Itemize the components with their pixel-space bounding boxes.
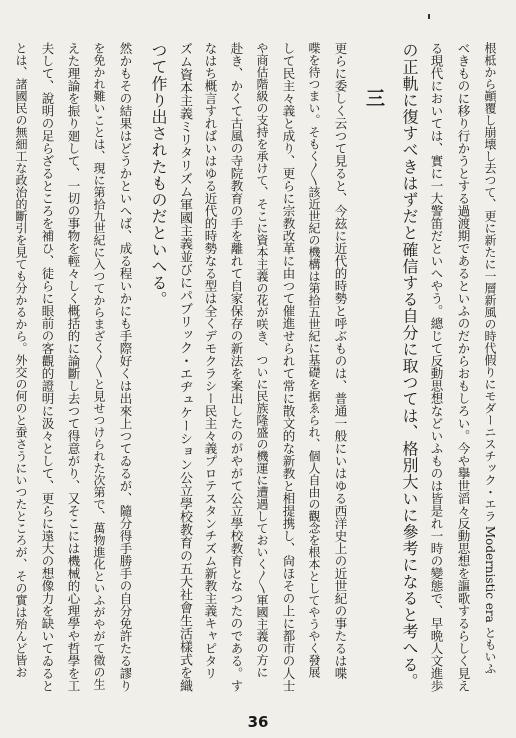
text-line-12: ズム資本主義ミリタリズム軍國主義並びにパブリック・エヂュケーション公立學校教育の五大社會生活樣式を織 [177,42,192,692]
text-line-1: 根柢から顚覆し崩壊し去つて、更に新たに一層新風の時代假りにモダーニスチック・エラ Modernistic era ともいふ [483,42,497,675]
text-line-8: して民主々義と成り、更らに宗教改革に由つて催進せられて常に散文的な新教と相提携し、尙ほその上に都市の人士 [281,42,296,692]
text-line-2: べきものに移り行かうとする過渡期であるといふのだからおもしろい。今や擧世滔々反動思想を謳歌するらしく見え [456,42,471,692]
ink-mark [428,14,430,19]
text-line-17: 夫して、說明の足らざるところを補ひ、徒らに眼前の客觀的證明に汲々として、更らに遠大の想像力を缺いてゐると [40,42,55,692]
text-line-4: の正軌に復すべきはずだと確信する自分に取つては、格別大いに參考になると考へる。 [400,42,419,690]
text-line-7: 喋を待つまい。そもく〳〵該近世紀の機構は第拾五世紀に基礎を据ゑられ、個人自由の觀念を根本としてやうやく發展 [307,42,321,678]
text-line-16: えた理論を振り廻して、一切の事物を輕々しく概括的に論斷し去つて得意がり、又そこには機械的心理學や哲學を工 [66,42,81,692]
text-line-14: 然かもその結果はどうかといへば、成る程いかにも手際好くは出來上つてゐるが、隨分得手勝手の自分免許たる謬り [118,42,133,692]
text-line-13: つて作り出されたものだといへる。 [149,42,168,308]
section-heading-three: 三 [363,88,385,107]
text-line-11: なはち概言すればいはゆる近代的時勢なる型は全くデモクラシー民主々義プロテスタンチズム新教主義キャピタリ [203,42,218,680]
text-line-9: や商估階級の支持を承けて、そこに資本主義の花が咲き、ついに民族隆盛の機運に遭遇しておいく〳〵軍國主義の方に [255,42,269,678]
text-line-6: 更らに委しく云つて見ると、今玆に近代的時勢と呼ぶものは、普通一般にいはゆる西洋史上の近世紀の事たるは喋 [333,42,348,680]
text-line-3: る現代においては、實に一大警笛だといへやう。總じて反動思想などいふものは皆是れ一時の變態で、早晩人文進歩 [429,42,444,692]
text-line-15: を免かれ難いことは、現に第拾九世紀に入つてからまざく〳〵と見せつけられた次第で、萬物進化といふがやがて徵の生 [92,42,106,690]
text-line-10: 赴き、かくて古風の寺院教育の手を離れて自家保存の新法を案出したのがやがて公立學校教育となつたのである。す [229,42,244,692]
page-number: 36 [247,713,269,731]
text-line-18: とは、諸國民の無細工な政治的斷引を見ても分かるから。外交の何のと蚕さうにいつたところが、その實は殆んど皆お [14,42,28,678]
